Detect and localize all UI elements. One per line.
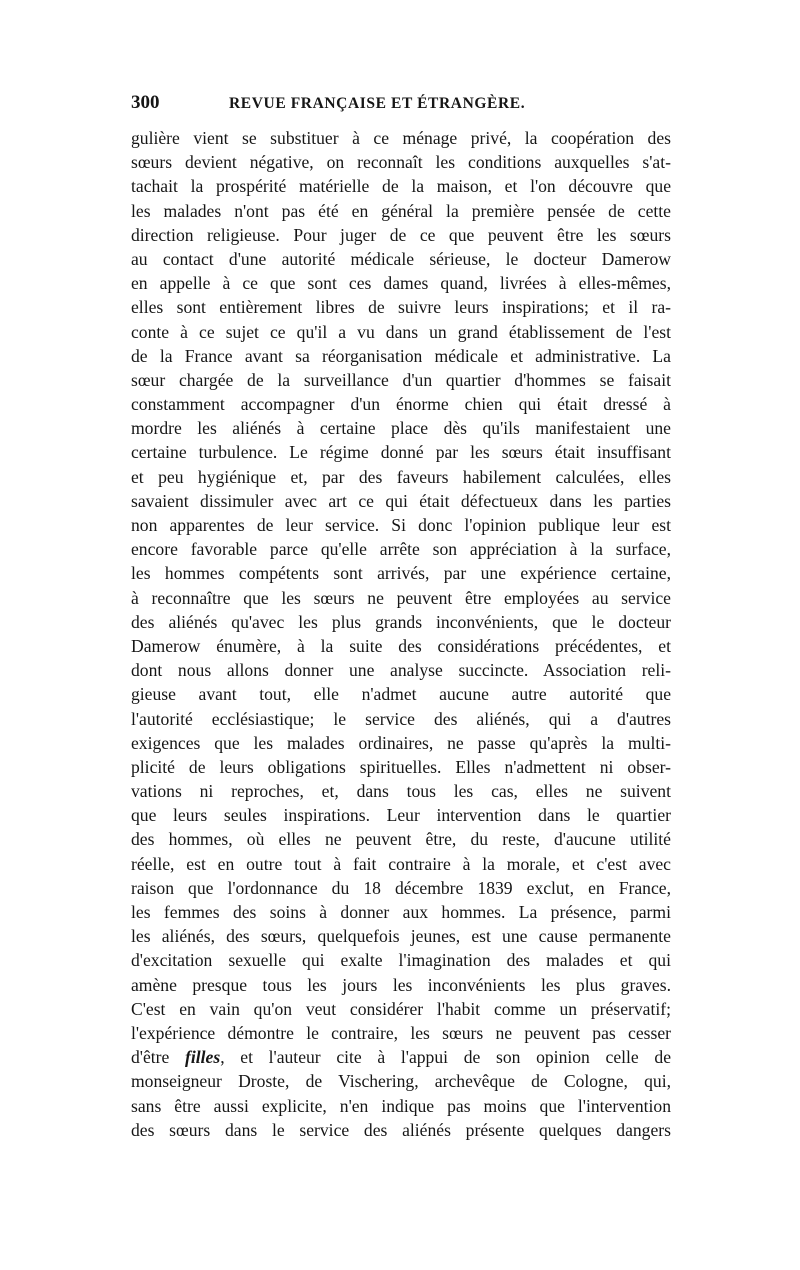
text-line: les hommes compétents sont arrivés, par une expérience certaine, [131, 563, 671, 584]
text-line: et peu hygiénique et, par des faveurs habilement calculées, elles [131, 466, 671, 487]
text-line: des sœurs dans le service des aliénés présente quelques dangers [131, 1119, 671, 1140]
text-line: conte à ce sujet ce qu'il a vu dans un grand établissement de l'est [131, 321, 671, 342]
text-line: Damerow énumère, à la suite des considérations précédentes, et [131, 635, 671, 656]
text-line: monseigneur Droste, de Vischering, archevêque de Cologne, qui, [131, 1071, 671, 1092]
text-line: les malades n'ont pas été en général la première pensée de cette [131, 200, 671, 221]
text-line: l'autorité ecclésiastique; le service des aliénés, qui a d'autres [131, 708, 671, 729]
text-line: plicité de leurs obligations spirituelles. Elles n'admettent ni obser- [131, 756, 671, 777]
text-line: en appelle à ce que sont ces dames quand, livrées à elles-mêmes, [131, 273, 671, 294]
text-fragment: d'être [131, 1047, 186, 1068]
text-line: au contact d'une autorité médicale sérieuse, le docteur Damerow [131, 248, 671, 269]
page-header [131, 92, 671, 126]
text-fragment: , et l'auteur cite à l'appui de son opinion celle de [220, 1047, 672, 1068]
text-line: tachait la prospérité matérielle de la maison, et l'on découvre que [131, 176, 671, 197]
text-line: vations ni reproches, et, dans tous les cas, elles ne suivent [131, 781, 671, 802]
text-line: constamment accompagner d'un énorme chien qui était dressé à [131, 394, 671, 415]
text-line-with-italic [131, 1045, 671, 1069]
text-line: dont nous allons donner une analyse succincte. Association reli- [131, 660, 671, 681]
text-line: sœurs devient négative, on reconnaît les conditions auxquelles s'at- [131, 152, 671, 173]
text-line: non apparentes de leur service. Si donc l'opinion publique leur est [131, 515, 671, 535]
body-text [131, 126, 671, 1142]
text-line: exigences que les malades ordinaires, ne passe qu'après la multi- [131, 732, 671, 753]
italic-word: filles [185, 1047, 221, 1068]
text-line: les aliénés, des sœurs, quelquefois jeunes, est une cause permanente [131, 926, 671, 947]
text-line: à reconnaître que les sœurs ne peuvent être employées au service [131, 587, 671, 608]
text-line: réelle, est en outre tout à fait contraire à la morale, et c'est avec [131, 853, 671, 874]
text-line: mordre les aliénés à certaine place dès qu'ils manifestaient une [131, 418, 671, 439]
text-line: les femmes des soins à donner aux hommes. La présence, parmi [131, 902, 671, 922]
text-line: de la France avant sa réorganisation médicale et administrative. La [131, 345, 671, 366]
running-title: REVUE FRANÇAISE ET ÉTRANGÈRE. [229, 95, 526, 112]
book-page [131, 92, 671, 1142]
page-number: 300 [131, 92, 160, 113]
text-line: savaient dissimuler avec art ce qui était défectueux dans les parties [131, 490, 671, 511]
text-line: encore favorable parce qu'elle arrête son appréciation à la surface, [131, 539, 671, 560]
text-line: l'expérience démontre le contraire, les sœurs ne peuvent pas cesser [131, 1022, 671, 1043]
text-line: elles sont entièrement libres de suivre leurs inspirations; et il ra- [131, 297, 671, 318]
text-line: des hommes, où elles ne peuvent être, du reste, d'aucune utilité [131, 829, 671, 850]
text-line: direction religieuse. Pour juger de ce que peuvent être les sœurs [131, 224, 671, 245]
text-line: certaine turbulence. Le régime donné par les sœurs était insuffisant [131, 442, 671, 463]
text-line: amène presque tous les jours les inconvénients les plus graves. [131, 974, 671, 995]
text-line: C'est en vain qu'on veut considérer l'habit comme un préservatif; [131, 998, 671, 1019]
text-line: gulière vient se substituer à ce ménage privé, la coopération des [131, 128, 671, 148]
text-line: sœur chargée de la surveillance d'un quartier d'hommes se faisait [131, 369, 671, 390]
text-line: sans être aussi explicite, n'en indique pas moins que l'intervention [131, 1095, 671, 1116]
text-line: d'excitation sexuelle qui exalte l'imagination des malades et qui [131, 950, 671, 971]
text-line: des aliénés qu'avec les plus grands inconvénients, que le docteur [131, 611, 671, 632]
text-line: gieuse avant tout, elle n'admet aucune autre autorité que [131, 684, 671, 705]
text-line: que leurs seules inspirations. Leur intervention dans le quartier [131, 805, 671, 826]
text-line: raison que l'ordonnance du 18 décembre 1839 exclut, en France, [131, 877, 671, 898]
